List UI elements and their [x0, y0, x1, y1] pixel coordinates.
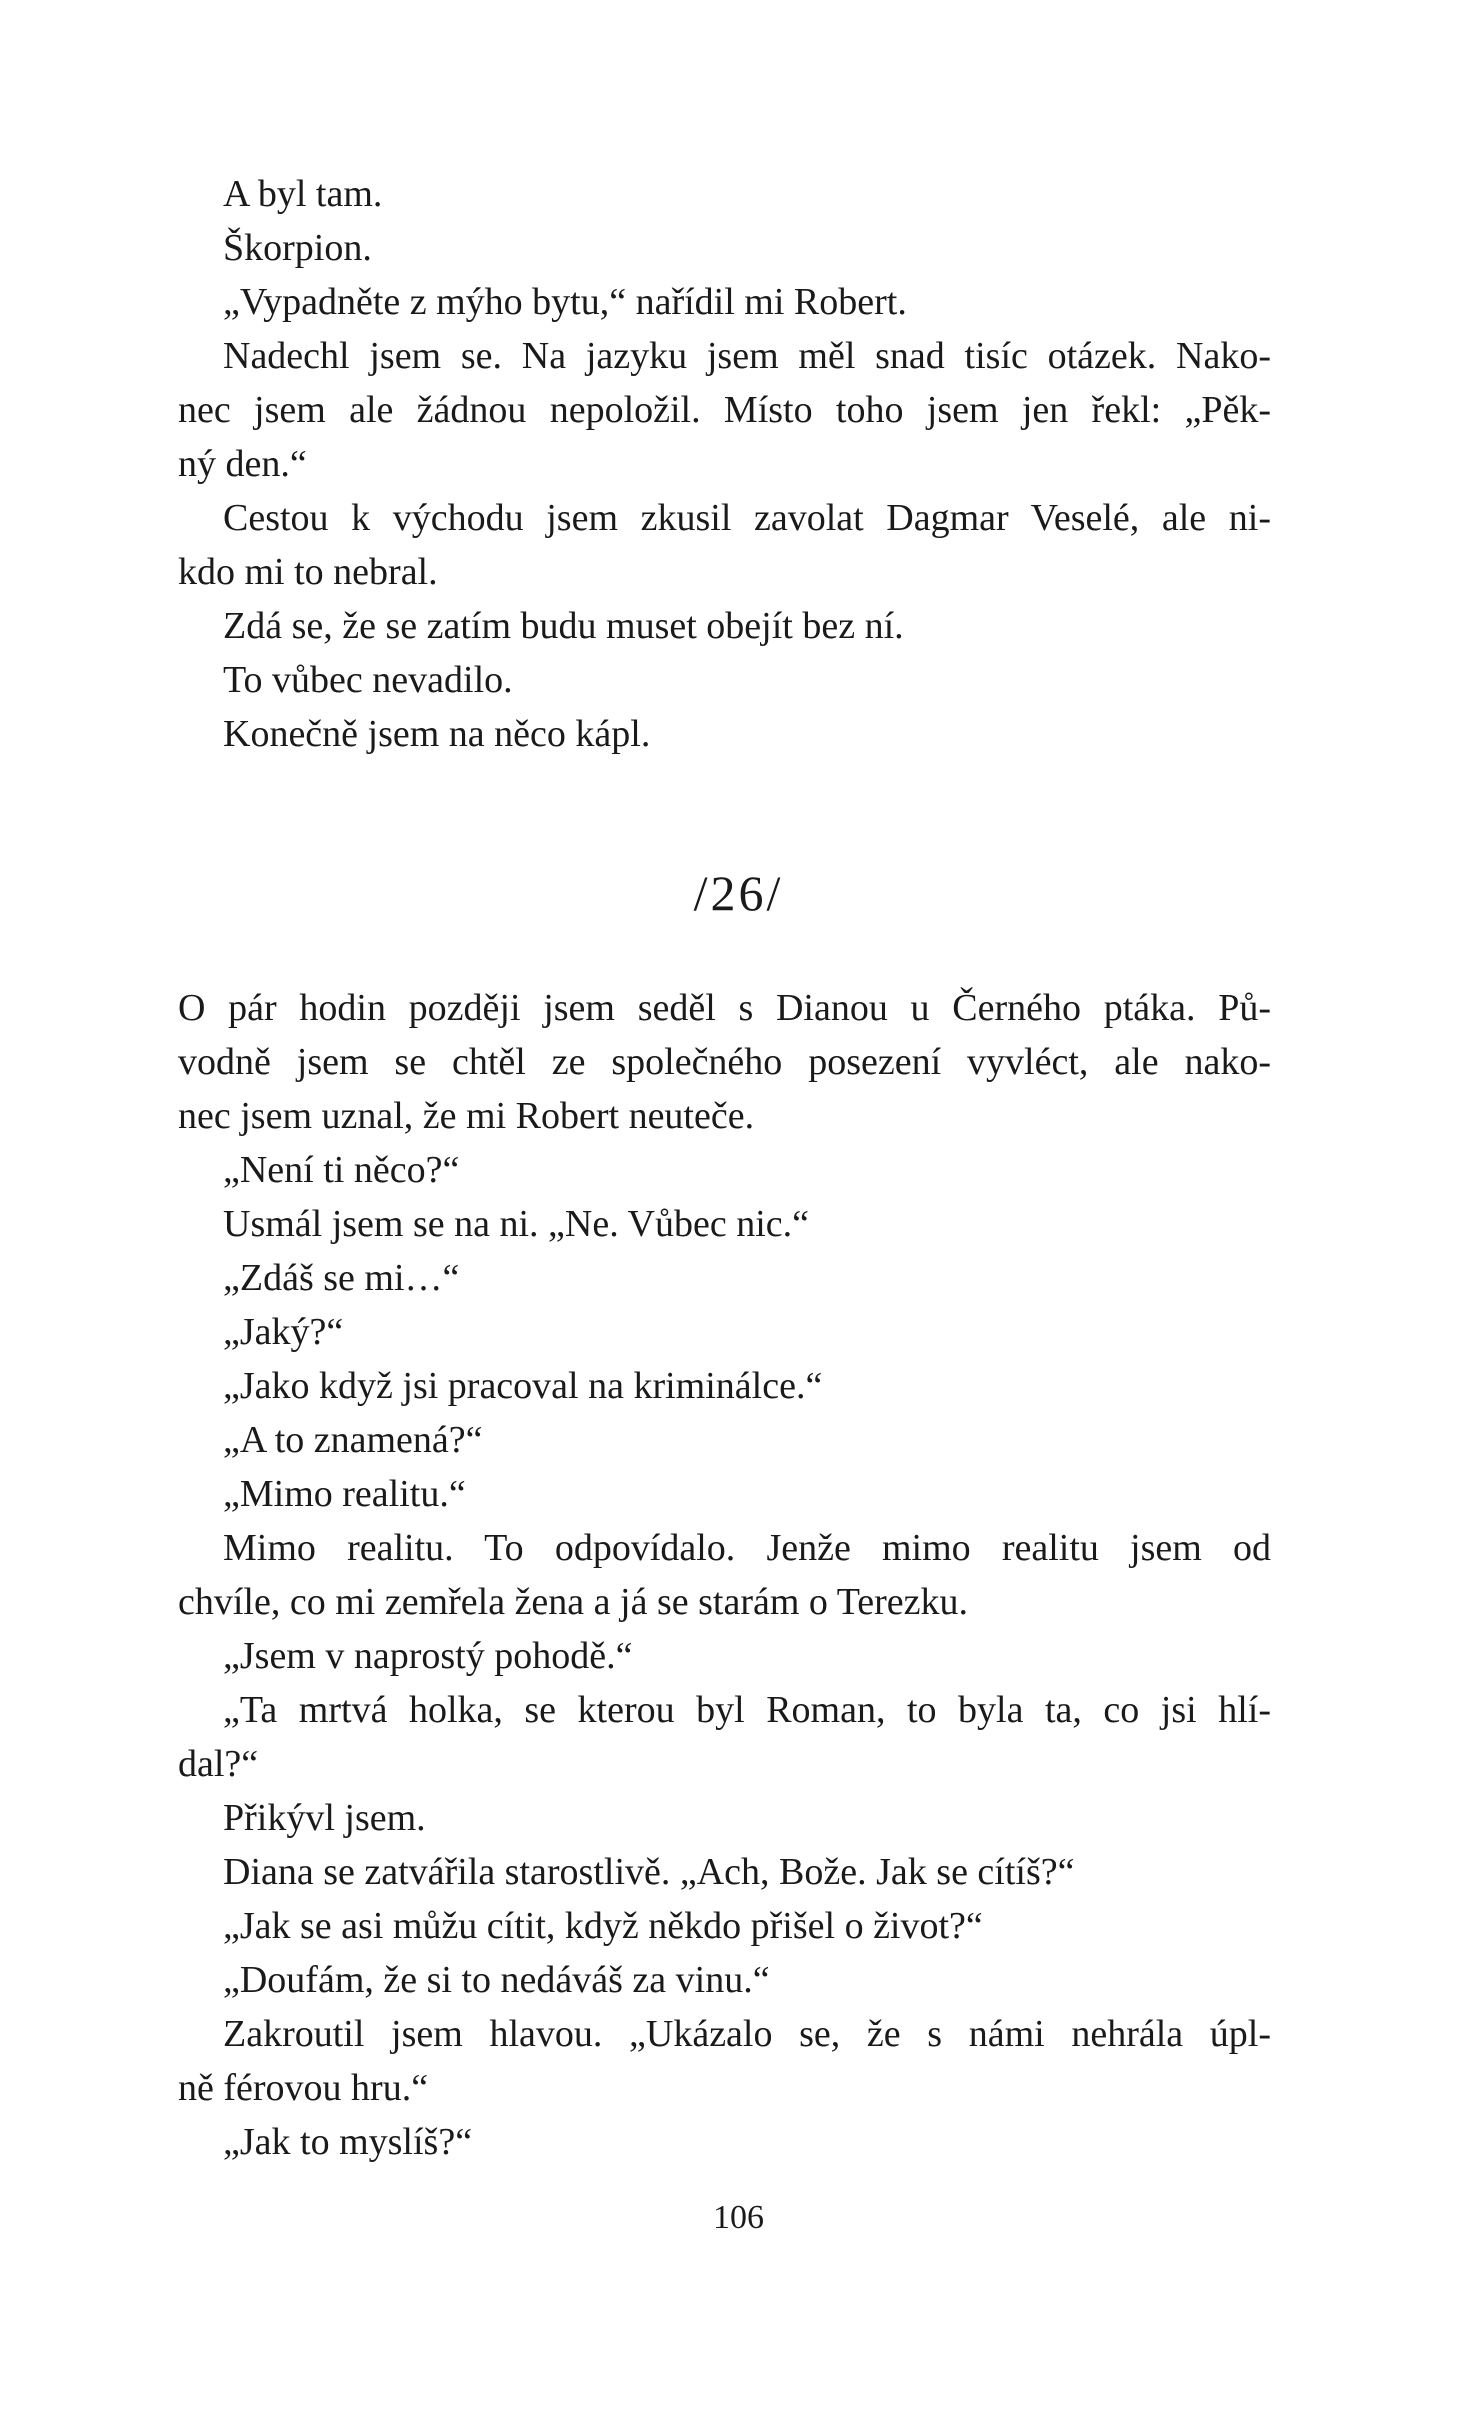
text-line: ně férovou hru.“ [178, 2067, 429, 2109]
text-line: „Jak se asi můžu cítit, když někdo přišel o život?“ [223, 1905, 983, 1947]
text-line: O pár hodin později jsem seděl s Dianou u Černého ptáka. Pů- [178, 987, 1271, 1029]
text-line: „Vypadněte z mýho bytu,“ nařídil mi Robert. [223, 281, 907, 323]
text-line: Zdá se, že se zatím budu muset obejít bez ní. [223, 605, 904, 647]
text-line: Usmál jsem se na ni. „Ne. Vůbec nic.“ [223, 1203, 810, 1245]
text-line: Zakroutil jsem hlavou. „Ukázalo se, že s námi nehrála úpl- [223, 2013, 1271, 2055]
text-line: „Jsem v naprostý pohodě.“ [223, 1635, 633, 1677]
text-line: „Ta mrtvá holka, se kterou byl Roman, to byla ta, co jsi hlí- [223, 1689, 1271, 1731]
text-line: Konečně jsem na něco kápl. [223, 713, 651, 755]
text-line: Diana se zatvářila starostlivě. „Ach, Bože. Jak se cítíš?“ [223, 1851, 1075, 1893]
text-line: „Zdáš se mi…“ [223, 1257, 460, 1299]
text-line: Škorpion. [223, 227, 372, 269]
text-line: nec jsem ale žádnou nepoložil. Místo toho jsem jen řekl: „Pěk- [178, 389, 1271, 431]
page-number: 106 [713, 2199, 764, 2236]
text-line: Nadechl jsem se. Na jazyku jsem měl snad tisíc otázek. Nako- [223, 335, 1271, 377]
chapter-heading: /26/ [693, 865, 784, 921]
text-line: Cestou k východu jsem zkusil zavolat Dagmar Veselé, ale ni- [223, 497, 1271, 539]
text-section-before-chapter [178, 167, 1271, 761]
text-line: A byl tam. [223, 173, 383, 215]
text-line: „Jak to myslíš?“ [223, 2121, 473, 2163]
text-line: „A to znamená?“ [223, 1419, 483, 1461]
text-line: „Doufám, že si to nedáváš za vinu.“ [223, 1959, 770, 2001]
text-line: kdo mi to nebral. [178, 551, 438, 593]
text-line: „Jako když jsi pracoval na kriminálce.“ [223, 1365, 823, 1407]
text-line: ný den.“ [178, 443, 307, 485]
text-section-chapter-26 [178, 981, 1271, 2169]
text-line: „Není ti něco?“ [223, 1149, 460, 1191]
text-line: nec jsem uznal, že mi Robert neuteče. [178, 1095, 755, 1137]
text-line: dal?“ [178, 1743, 259, 1785]
text-line: chvíle, co mi zemřela žena a já se starám o Terezku. [178, 1581, 969, 1623]
text-line: vodně jsem se chtěl ze společného posezení vyvléct, ale nako- [178, 1041, 1271, 1083]
text-line: „Mimo realitu.“ [223, 1473, 466, 1515]
text-line: „Jaký?“ [223, 1311, 344, 1353]
text-line: Mimo realitu. To odpovídalo. Jenže mimo realitu jsem od [223, 1527, 1271, 1569]
text-line: Přikývl jsem. [223, 1797, 426, 1839]
text-line: To vůbec nevadilo. [223, 659, 513, 701]
